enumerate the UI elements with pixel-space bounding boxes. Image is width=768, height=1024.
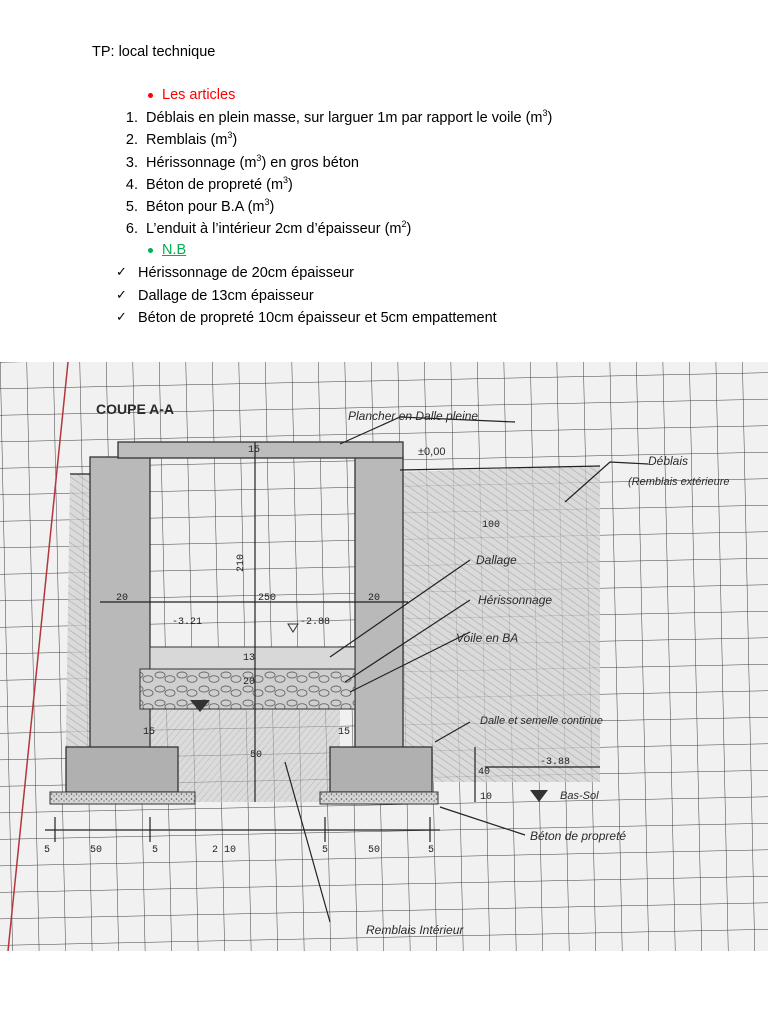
item-sup: 3: [256, 152, 262, 163]
articles-heading: [148, 87, 235, 103]
item-number: 1.: [125, 110, 138, 126]
note-text: Hérissonnage de 20cm épaisseur: [138, 265, 355, 281]
label-dalle-semelle: Dalle et semelle continue: [480, 715, 603, 727]
checkmark-icon: ✓: [116, 310, 127, 325]
articles-heading-text: Les articles: [162, 87, 236, 103]
footing-left: [66, 747, 178, 792]
dim-w250: 250: [258, 593, 277, 604]
item-tail: ): [406, 221, 412, 238]
item-sup: 3: [542, 108, 548, 119]
list-item: [92, 219, 552, 241]
dim-top15: 15: [248, 445, 261, 456]
footing-right: [330, 747, 432, 792]
list-item: [92, 175, 552, 197]
dim-b5a: 5: [44, 845, 51, 856]
item-tail: ): [288, 176, 293, 193]
item-sup: 3: [264, 197, 270, 208]
dim-d13: 13: [243, 653, 256, 664]
item-text-main: Béton pour B.A (m: [146, 199, 265, 216]
item-text-main: Remblais (m: [146, 132, 228, 149]
item-sup: 3: [227, 130, 233, 141]
label-dallage: Dallage: [476, 553, 517, 567]
item-text: [146, 219, 411, 241]
articles-list: [92, 108, 552, 242]
slab: [118, 442, 403, 458]
item-text-main: Béton de propreté (m: [146, 176, 284, 193]
dim-b50b: 50: [368, 845, 381, 856]
item-number: 4.: [125, 176, 138, 193]
drawing-title: COUPE A-A: [96, 401, 175, 417]
checkmark-icon: ✓: [116, 287, 127, 303]
item-tail: ): [232, 132, 238, 149]
item-number: 6.: [125, 221, 138, 238]
item-number: 2.: [125, 132, 138, 149]
dim-b5d: 5: [428, 845, 435, 856]
list-item: [92, 153, 552, 175]
label-beton-proprete: Béton de propreté: [530, 829, 627, 843]
item-text-main: Déblais en plein masse, sur larguer 1m par rapport le voile (m: [146, 110, 543, 126]
item-text: [146, 175, 293, 197]
label-voile: Voile en BA: [456, 631, 519, 645]
item-text-main: Hérissonnage (m: [146, 154, 257, 171]
label-deblais: Déblais: [648, 454, 689, 468]
dim-lvl288: -2.88: [300, 617, 331, 628]
label-plancher: Plancher en Dalle pleine: [348, 409, 479, 423]
dim-b5b: 5: [152, 845, 159, 856]
item-tail: ): [547, 110, 553, 126]
item-text: [146, 108, 552, 130]
dim-d50-mid: 50: [250, 750, 263, 761]
note-text: Dallage de 13cm épaisseur: [138, 287, 314, 304]
label-herissonnage: Hérissonnage: [478, 593, 553, 607]
dim-w100: 100: [482, 520, 501, 531]
dim-b5c: 5: [322, 845, 329, 856]
item-sup: 3: [283, 175, 289, 186]
list-item: [116, 286, 497, 309]
ground-right: [400, 466, 600, 782]
section-drawing: [0, 362, 768, 951]
checkmark-icon: ✓: [116, 265, 127, 280]
dim-w20-right: 20: [368, 593, 381, 604]
dim-d40: 40: [478, 767, 491, 778]
dim-w20-left: 20: [116, 593, 129, 604]
note-text: Béton de propreté 10cm épaisseur et 5cm empattement: [138, 310, 497, 326]
dim-s15-left: 15: [143, 727, 156, 738]
list-item: [116, 263, 497, 286]
nb-heading: [148, 242, 186, 258]
list-item: [92, 197, 552, 219]
item-text: [146, 130, 237, 152]
item-number: 3.: [125, 154, 138, 171]
item-sup: 2: [401, 219, 407, 230]
lean-concrete-right: [320, 792, 438, 804]
lean-concrete-left: [50, 792, 195, 804]
item-tail: ) en gros béton: [261, 154, 359, 171]
dim-lvl321: -3.21: [172, 617, 203, 628]
label-remblais-ext: (Remblais extérieure: [628, 476, 730, 488]
label-remblais-int: Remblais Intérieur: [366, 923, 464, 937]
bullet-icon: [148, 248, 153, 253]
dim-b50a: 50: [90, 845, 103, 856]
item-number: 5.: [125, 199, 138, 216]
list-item: [92, 108, 552, 130]
herissonnage: [140, 669, 355, 709]
page-title: TP: local technique: [92, 44, 216, 60]
dim-s15-right: 15: [338, 727, 351, 738]
nb-heading-text: N.B: [162, 242, 187, 258]
item-text: [146, 153, 359, 175]
list-item: [92, 130, 552, 152]
dim-b210: 2 10: [212, 845, 237, 856]
dim-d10: 10: [480, 792, 493, 803]
notes-list: [116, 263, 497, 331]
dim-lvl388: -3.88: [540, 757, 571, 768]
label-level0: ±0,00: [418, 446, 446, 458]
dim-d20: 20: [243, 677, 256, 688]
dim-h210: 210: [236, 553, 247, 572]
list-item: [116, 308, 497, 331]
item-tail: ): [269, 199, 275, 216]
item-text-main: L’enduit à l’intérieur 2cm d’épaisseur (m: [146, 221, 402, 238]
item-text: [146, 197, 274, 219]
label-sous-sol: Bas-Sol: [560, 790, 599, 802]
bullet-icon: [148, 93, 153, 98]
